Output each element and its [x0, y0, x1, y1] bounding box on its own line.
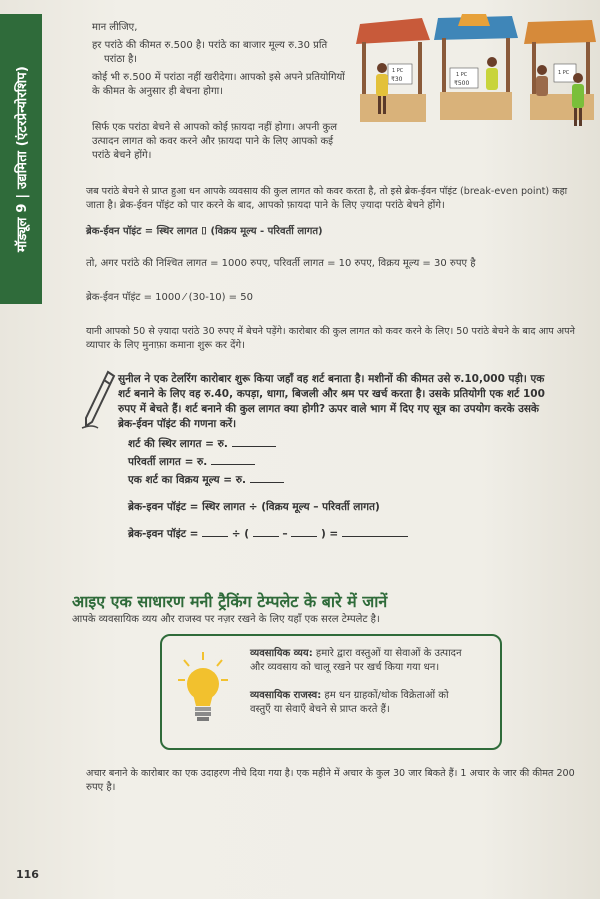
break-even-formula: ब्रेक-ईवन पॉइंट = स्थिर लागत ⌷ (विक्रय मूल्य - परिवर्ती लागत) — [86, 226, 323, 237]
para3-line-1: यानी आपको 50 से ज़्यादा परांठे 30 रुपए में बेचने पड़ेंगे। कारोबार की कुल लागत को कवर करने के लिए। 50 परांठे बेचने के बाद आप अपने — [86, 326, 575, 337]
exercise-formula: ब्रेक-इवन पॉइंट = स्थिर लागत ÷ (विक्रय मूल्य – परिवर्ती लागत) — [128, 501, 380, 513]
module-label: मॉड्यूल 9 | उद्यमिता (एंटरप्रेन्योरशिप) — [15, 65, 31, 253]
selling-price-row — [128, 472, 284, 488]
para1-line-3: परांठे बेचने होंगे। — [92, 150, 152, 161]
exercise-line-2: शर्ट बनाने के लिए वह रु.40, कपड़ा, धागा, बिजली और श्रम पर खर्च करता है। उसके प्रतियोगी एक शर्ट 100 — [118, 388, 545, 400]
intro-line-5: के कीमत के अनुसार ही बेचना होगा। — [92, 86, 224, 97]
revenue-definition-line-1 — [250, 688, 449, 703]
bep-fixed-blank[interactable] — [202, 526, 228, 537]
selling-price-blank[interactable] — [250, 472, 284, 483]
bep-selling-blank[interactable] — [253, 526, 279, 537]
para1-line-2: उत्पादन लागत को कवर करने और फ़ायदा पाने के लिए आपको कई — [92, 136, 334, 147]
exercise-line-3: रुपए में बेचते हैं। शर्ट बनाने की कुल लागत क्या होगी? ऊपर वाले भाग में दिए गए सूत्र का उपयोग करके उसके — [118, 403, 539, 415]
variable-cost-label: परिवर्ती लागत = रु. — [128, 456, 208, 468]
para2-line-2: जाता है। ब्रेक-ईवन पॉइंट को पार करने के बाद, आपको फ़ायदा पाने के लिए ज़्यादा परांठे बेचने होंगे। — [86, 200, 445, 211]
para2-line-1: जब परांठे बेचने से प्राप्त हुआ धन आपके व्यवसाय की कुल लागत को कवर करता है, तो इसे ब्रेक-ईवन पॉइंट (break-even point) कहा — [86, 186, 568, 197]
market-stall-illustration — [352, 14, 598, 136]
bep-answer-label: ब्रेक-इवन पॉइंट = — [128, 528, 199, 540]
fixed-cost-row — [128, 436, 276, 452]
stall-price-1: ₹30 — [391, 76, 403, 83]
section-heading: आइए एक साधारण मनी ट्रैकिंग टेम्पलेट के बारे में जानें — [72, 592, 388, 611]
revenue-definition-line-2: वस्तुएँ या सेवाएँ बेचने से प्राप्त करते हैं। — [250, 704, 390, 715]
selling-price-label: एक शर्ट का विक्रय मूल्य = रु. — [128, 474, 246, 486]
intro-line-4: कोई भी रु.500 में परांठा नहीं खरीदेगा। आपको इसे अपने प्रतियोगियों — [92, 72, 345, 83]
fixed-cost-blank[interactable] — [232, 436, 276, 447]
bep-close-equals: ) = — [320, 528, 339, 540]
exercise-line-4: ब्रेक-ईवन पॉइंट की गणना करें। — [118, 418, 237, 430]
page-number: 116 — [16, 868, 39, 881]
para3-line-2: व्यापार के लिए मुनाफ़ा कमाना शुरू कर देंगे। — [86, 340, 245, 351]
stall-price-2: ₹500 — [454, 80, 470, 87]
example-values-line: तो, अगर परांठे की निश्चित लागत = 1000 रुपए, परिवर्ती लागत = 10 रुपए, विक्रय मूल्य = 30 रुपए है — [86, 258, 476, 269]
expense-term: व्यवसायिक व्यय: — [250, 648, 313, 659]
pickle-line-2: रुपए है। — [86, 782, 116, 793]
intro-line-1: मान लीजिए, — [92, 22, 138, 33]
bep-minus-sign: – — [282, 528, 288, 540]
pickle-line-1: अचार बनाने के कारोबार का एक उदाहरण नीचे दिया गया है। एक महीने में अचार के कुल 30 जार बिकते हैं। 1 अचार के जार की कीमत 200 — [86, 768, 575, 779]
exercise-line-1: सुनील ने एक टेलरिंग कारोबार शुरू किया जहाँ वह शर्ट बनाता है। मशीनों की कीमत उसे रु.10,000 पड़ी। एक — [118, 373, 545, 385]
intro-line-3: परांठा है। — [104, 54, 138, 65]
expense-definition-line-2: और व्यवसाय को चालू रखने पर खर्च किया गया धन। — [250, 662, 440, 673]
expense-text-1: हमारे द्वारा वस्तुओं या सेवाओं के उत्पादन — [312, 648, 462, 659]
revenue-term: व्यवसायिक राजस्व: — [250, 690, 322, 701]
revenue-text-1: हम धन ग्राहकों/थोक विक्रेताओं को — [321, 690, 449, 701]
stall-sign-1: 1 PC — [392, 68, 404, 74]
expense-definition-line-1 — [250, 646, 462, 661]
section-intro: आपके व्यवसायिक व्यय और राजस्व पर नज़र रखने के लिए यहाँ एक सरल टेम्पलेट है। — [72, 614, 380, 625]
fixed-cost-label: शर्ट की स्थिर लागत = रु. — [128, 438, 228, 450]
stall-sign-2: 1 PC — [456, 72, 468, 78]
bep-result-blank[interactable] — [342, 526, 408, 537]
bep-answer-row — [128, 526, 408, 542]
para1-line-1: सिर्फ एक परांठा बेचने से आपको कोई फ़ायदा नहीं होगा। अपनी कुल — [92, 122, 337, 133]
calculation-line: ब्रेक-ईवन पॉइंट = 1000 ⁄ (30-10) = 50 — [86, 292, 253, 303]
variable-cost-row — [128, 454, 255, 470]
bep-divide-sign: ÷ ( — [231, 528, 250, 540]
pen-icon — [78, 368, 118, 432]
variable-cost-blank[interactable] — [211, 454, 255, 465]
stall-sign-3: 1 PC — [558, 70, 570, 76]
module-side-tab — [0, 14, 42, 304]
intro-line-2: हर परांठे की कीमत रु.500 है। परांठे का बाजार मूल्य रु.30 प्रति — [92, 40, 328, 51]
light-bulb-icon — [176, 650, 230, 730]
bep-variable-blank[interactable] — [291, 526, 317, 537]
